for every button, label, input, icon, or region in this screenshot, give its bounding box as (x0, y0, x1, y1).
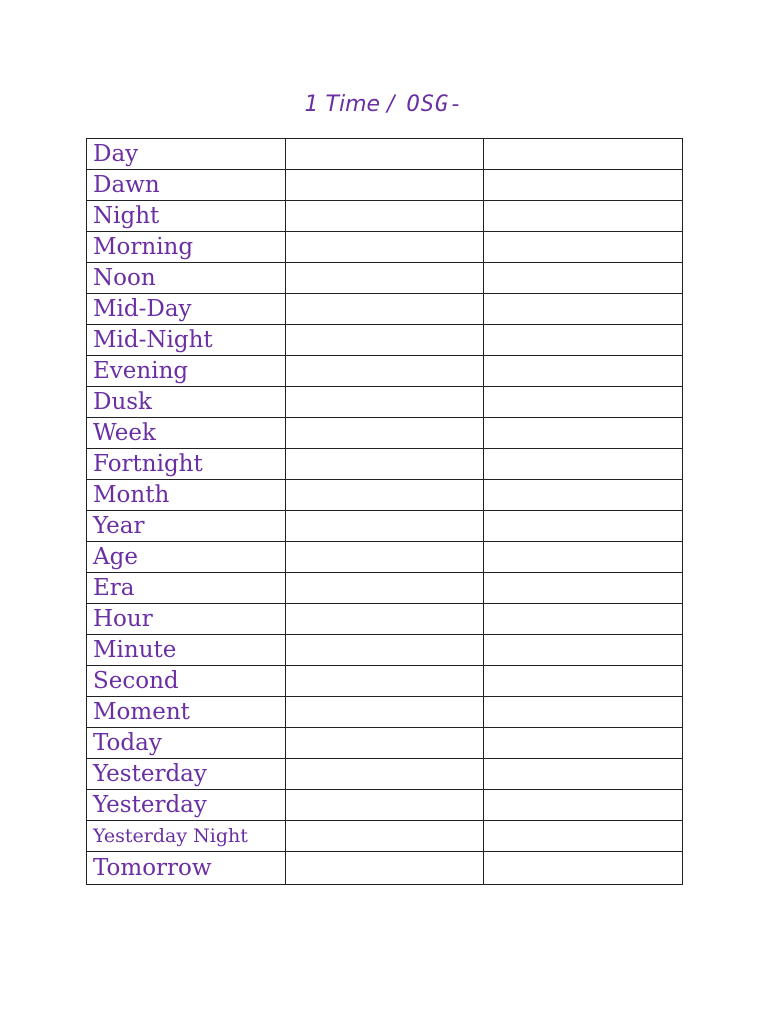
blank-cell (484, 201, 683, 232)
table-row (87, 480, 683, 511)
blank-cell (286, 139, 484, 170)
blank-cell (484, 294, 683, 325)
word-cell: Fortnight (87, 449, 286, 480)
blank-cell (286, 728, 484, 759)
word-cell: Tomorrow (87, 852, 286, 885)
word-cell: Yesterday (87, 759, 286, 790)
blank-cell (286, 201, 484, 232)
table-row (87, 201, 683, 232)
table-row (87, 356, 683, 387)
table-row (87, 542, 683, 573)
blank-cell (484, 232, 683, 263)
blank-cell (286, 666, 484, 697)
word-cell: Day (87, 139, 286, 170)
table-row (87, 325, 683, 356)
blank-cell (286, 852, 484, 885)
word-cell: Yesterday (87, 790, 286, 821)
blank-cell (286, 573, 484, 604)
blank-cell (484, 852, 683, 885)
table-row (87, 852, 683, 885)
word-cell: Mid-Night (87, 325, 286, 356)
blank-cell (286, 759, 484, 790)
blank-cell (286, 325, 484, 356)
blank-cell (286, 387, 484, 418)
word-cell: Night (87, 201, 286, 232)
word-cell: Today (87, 728, 286, 759)
blank-cell (286, 511, 484, 542)
blank-cell (286, 542, 484, 573)
word-cell: Morning (87, 232, 286, 263)
blank-cell (484, 263, 683, 294)
blank-cell (286, 635, 484, 666)
table-row (87, 387, 683, 418)
blank-cell (286, 790, 484, 821)
blank-cell (484, 170, 683, 201)
blank-cell (484, 573, 683, 604)
blank-cell (484, 728, 683, 759)
word-cell: Evening (87, 356, 286, 387)
table-row (87, 511, 683, 542)
blank-cell (484, 356, 683, 387)
blank-cell (484, 604, 683, 635)
word-cell: Month (87, 480, 286, 511)
blank-cell (484, 697, 683, 728)
table-row (87, 449, 683, 480)
word-cell: Mid-Day (87, 294, 286, 325)
vocabulary-table (86, 138, 683, 885)
table-row (87, 604, 683, 635)
blank-cell (286, 356, 484, 387)
blank-cell (286, 604, 484, 635)
word-cell: Week (87, 418, 286, 449)
blank-cell (286, 294, 484, 325)
blank-cell (286, 821, 484, 852)
table-row (87, 170, 683, 201)
table-row (87, 418, 683, 449)
table-row (87, 821, 683, 852)
blank-cell (484, 759, 683, 790)
blank-cell (286, 263, 484, 294)
word-cell: Hour (87, 604, 286, 635)
table-row (87, 697, 683, 728)
title-script-text: OSG- (406, 92, 464, 117)
blank-cell (484, 635, 683, 666)
table-row (87, 666, 683, 697)
table-row (87, 294, 683, 325)
table-row (87, 728, 683, 759)
blank-cell (286, 449, 484, 480)
word-cell: Yesterday Night (87, 821, 286, 852)
blank-cell (484, 511, 683, 542)
word-cell: Minute (87, 635, 286, 666)
word-cell: Second (87, 666, 286, 697)
blank-cell (484, 790, 683, 821)
word-cell: Moment (87, 697, 286, 728)
blank-cell (286, 480, 484, 511)
word-cell: Dusk (87, 387, 286, 418)
word-cell: Year (87, 511, 286, 542)
table-row (87, 263, 683, 294)
table-row (87, 232, 683, 263)
title-main-text: 1 Time / (304, 92, 395, 117)
blank-cell (484, 821, 683, 852)
blank-cell (286, 232, 484, 263)
blank-cell (484, 325, 683, 356)
table-row (87, 573, 683, 604)
blank-cell (286, 418, 484, 449)
page-title (0, 90, 768, 120)
word-cell: Noon (87, 263, 286, 294)
word-cell: Era (87, 573, 286, 604)
blank-cell (484, 418, 683, 449)
table-row (87, 139, 683, 170)
table-row (87, 759, 683, 790)
table-row (87, 635, 683, 666)
blank-cell (286, 170, 484, 201)
table-row (87, 790, 683, 821)
blank-cell (484, 449, 683, 480)
blank-cell (484, 666, 683, 697)
blank-cell (484, 387, 683, 418)
word-cell: Age (87, 542, 286, 573)
blank-cell (484, 139, 683, 170)
blank-cell (286, 697, 484, 728)
blank-cell (484, 542, 683, 573)
blank-cell (484, 480, 683, 511)
word-cell: Dawn (87, 170, 286, 201)
